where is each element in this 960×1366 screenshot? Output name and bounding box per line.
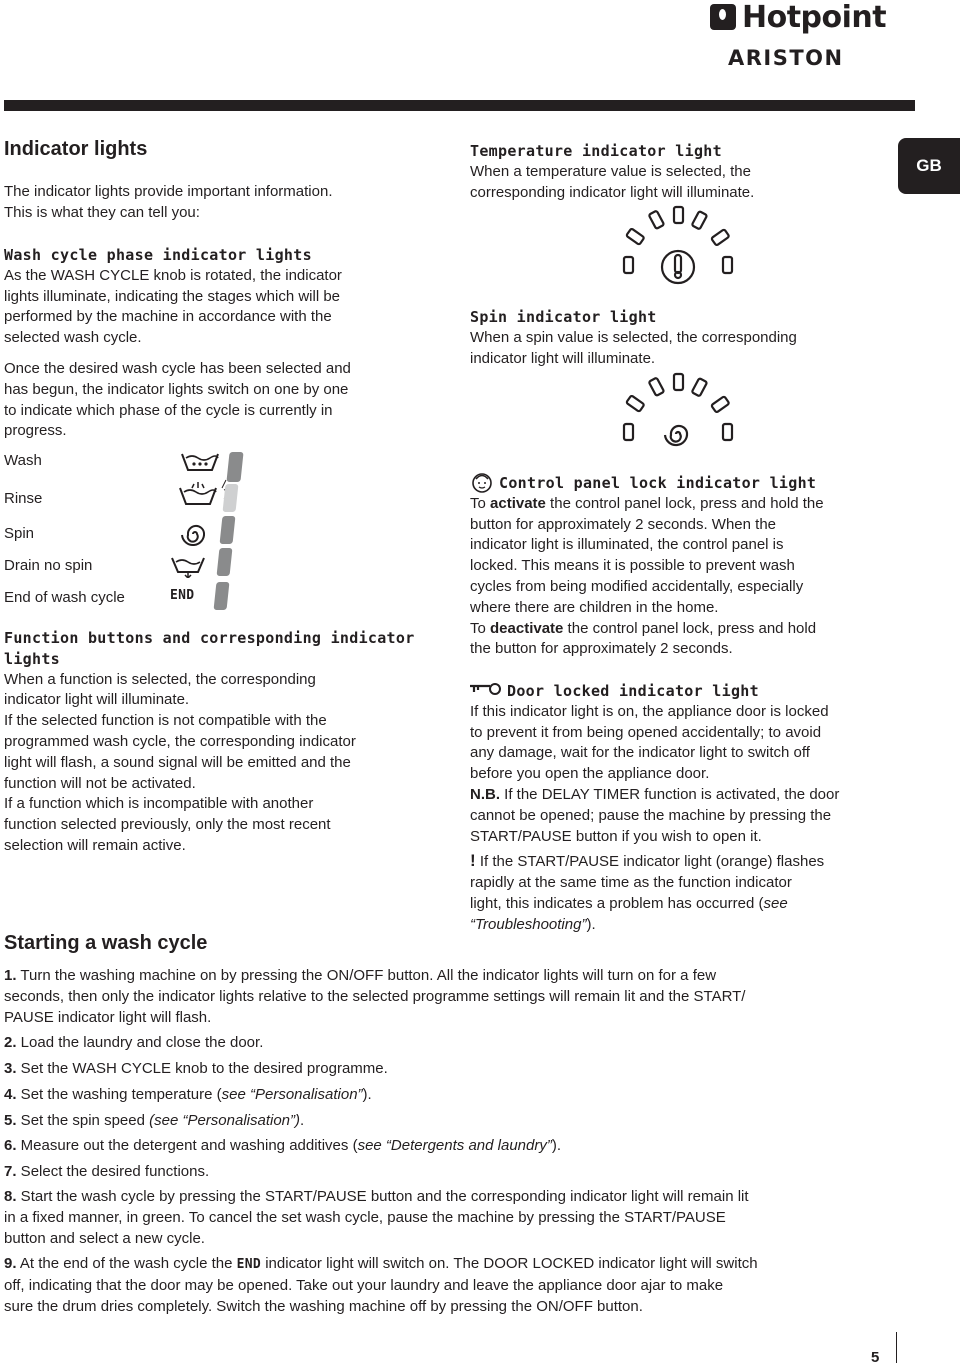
wash-phase-section: [4, 245, 424, 442]
phase-label-wash: Wash: [4, 452, 42, 469]
step-1: [4, 966, 894, 1028]
spin-dial-icon: [618, 372, 738, 457]
intro-line: This is what they can tell you:: [4, 203, 200, 221]
indicator-lights-title: Indicator lights: [4, 138, 148, 160]
spin-icon: [180, 520, 210, 548]
text-line: [470, 915, 900, 936]
end-symbol-inline: END: [236, 1257, 262, 1272]
door-heading: Door locked indicator light: [507, 682, 759, 700]
step-9: [4, 1254, 894, 1317]
step-3: [4, 1059, 894, 1080]
control-lock-section: [470, 473, 900, 660]
text-line: corresponding indicator light will illuminate.: [470, 183, 755, 201]
text-span: the control panel lock, press and hold: [563, 619, 817, 637]
step-number: 5.: [4, 1112, 17, 1129]
text-line: to indicate which phase of the cycle is currently in: [4, 401, 333, 419]
text-span: To: [470, 494, 491, 512]
child-lock-icon: [470, 471, 494, 495]
text-line: If the selected function is not compatible with the: [4, 712, 327, 730]
text-line: START/PAUSE button if you wish to open it.: [470, 827, 762, 845]
text-span: ).: [586, 915, 596, 933]
text-span: Turn the washing machine on by pressing the ON/OFF button. All the indicator lights will turn on for a few: [16, 967, 717, 984]
step-5: [4, 1111, 894, 1132]
text-span: At the end of the wash cycle the: [16, 1255, 237, 1272]
text-span: To: [470, 619, 491, 637]
temperature-heading: Temperature indicator light: [470, 142, 722, 160]
step-line: [4, 1162, 894, 1183]
step-line: [4, 1085, 894, 1106]
wash-icon: [180, 450, 222, 474]
door-heading-row: [470, 681, 900, 702]
text-span: Select the desired functions.: [16, 1163, 210, 1180]
text-line: where there are children in the home.: [470, 598, 719, 616]
nb-label: N.B.: [470, 785, 500, 803]
brand-sub: ARISTON: [728, 46, 844, 70]
brand-logo: [710, 0, 890, 80]
drain-indicator-light: [217, 548, 233, 576]
step-line: [4, 1254, 894, 1276]
step-6: [4, 1136, 894, 1157]
text-span: indicator light will switch on. The DOOR LOCKED indicator light will switch: [261, 1255, 758, 1272]
phase-label-spin: Spin: [4, 525, 35, 542]
temperature-dial-icon: [618, 205, 738, 290]
text-emphasis: activate: [490, 494, 546, 512]
step-line: off, indicating that the door may be opened. Take out your laundry and leave the appliance door ajar to make: [4, 1276, 724, 1294]
step-line: button and select a new cycle.: [4, 1229, 205, 1247]
text-line: light will flash, a sound signal will be emitted and the: [4, 753, 351, 771]
header-rule: [4, 100, 915, 111]
lock-heading: Control panel lock indicator light: [499, 474, 817, 492]
step-line: sure the drum dries completely. Switch the washing machine off by pressing the ON/OFF button.: [4, 1297, 643, 1315]
text-line: cannot be opened; pause the machine by pressing the: [470, 806, 832, 824]
text-line: When a temperature value is selected, the: [470, 162, 751, 180]
language-tab: GB: [898, 138, 960, 194]
phase-label-rinse: Rinse: [4, 490, 43, 507]
brand-name-text: Hotpoint: [742, 0, 887, 35]
step-line: seconds, then only the indicator lights relative to the selected programme settings will remain lit and the START/: [4, 987, 746, 1005]
text-line: programmed wash cycle, the corresponding indicator: [4, 732, 356, 750]
step-number: 6.: [4, 1137, 17, 1154]
text-emphasis: deactivate: [490, 619, 564, 637]
text-line: performed by the machine in accordance with the: [4, 308, 332, 326]
text-line: [470, 894, 900, 915]
step-line: [4, 1111, 894, 1132]
text-line: As the WASH CYCLE knob is rotated, the indicator: [4, 266, 342, 284]
text-italic: (see “Personalisation”): [149, 1112, 301, 1129]
text-line: [470, 785, 900, 806]
text-line: If this indicator light is on, the appliance door is locked: [470, 702, 829, 720]
end-indicator-light: [214, 582, 230, 610]
text-italic: see: [763, 894, 788, 912]
step-2: [4, 1033, 894, 1054]
text-line: Once the desired wash cycle has been selected and: [4, 359, 351, 377]
spin-section: [470, 307, 890, 369]
text-line: When a spin value is selected, the corresponding: [470, 328, 797, 346]
wash-phase-heading: Wash cycle phase indicator lights: [4, 246, 312, 264]
starting-title: Starting a wash cycle: [4, 932, 208, 954]
text-span: .: [300, 1112, 305, 1129]
text-line: indicator light is illuminated, the control panel is: [470, 536, 784, 554]
footer-rule: [896, 1332, 897, 1363]
function-buttons-section: [4, 628, 434, 857]
step-number: 2.: [4, 1034, 17, 1051]
warning-icon: !: [470, 851, 476, 871]
text-line: function selected previously, only the most recent: [4, 816, 331, 834]
text-line: button for approximately 2 seconds. When the: [470, 515, 777, 533]
text-line: function will not be activated.: [4, 774, 196, 792]
step-line: in a fixed manner, in green. To cancel the set wash cycle, pause the machine by pressing the START/PAUSE: [4, 1208, 726, 1226]
text-italic: see “Personalisation”: [221, 1086, 363, 1103]
step-8: [4, 1187, 894, 1249]
text-span: light, this indicates a problem has occurred (: [470, 894, 764, 912]
text-line: progress.: [4, 422, 67, 440]
step-number: 9.: [4, 1255, 17, 1272]
function-heading: Function buttons and corresponding indicator: [4, 629, 415, 647]
text-line: locked. This means it is possible to prevent wash: [470, 557, 795, 575]
step-number: 3.: [4, 1060, 17, 1077]
step-line: [4, 1187, 894, 1208]
step-number: 4.: [4, 1086, 17, 1103]
step-line: [4, 966, 894, 987]
text-line: before you open the appliance door.: [470, 765, 710, 783]
text-span: Measure out the detergent and washing additives (: [16, 1137, 358, 1154]
step-line: PAUSE indicator light will flash.: [4, 1008, 212, 1026]
text-line: indicator light will illuminate.: [4, 691, 190, 709]
text-line: If a function which is incompatible with another: [4, 795, 314, 813]
text-span: ).: [362, 1086, 372, 1103]
end-symbol: END: [170, 588, 195, 603]
text-line: selected wash cycle.: [4, 329, 142, 347]
text-line: any damage, wait for the indicator light to switch off: [470, 744, 810, 762]
step-4: [4, 1085, 894, 1106]
page-number: 5: [871, 1349, 880, 1366]
text-span: Load the laundry and close the door.: [16, 1034, 264, 1051]
function-heading: lights: [4, 649, 60, 668]
step-line: [4, 1136, 894, 1157]
text-line: cycles from being modified accidentally, especially: [470, 577, 804, 595]
text-line: the button for approximately 2 seconds.: [470, 640, 733, 658]
text-line: rapidly at the same time as the function indicator: [470, 874, 792, 892]
phase-label-drain: Drain no spin: [4, 557, 93, 574]
text-line: to prevent it from being opened accidentally; to avoid: [470, 723, 822, 741]
text-span: If the DELAY TIMER function is activated, the door: [500, 785, 840, 803]
spin-heading: Spin indicator light: [470, 308, 657, 326]
text-line: lights illuminate, indicating the stages which will be: [4, 287, 341, 305]
text-line: When a function is selected, the corresponding: [4, 670, 316, 688]
step-line: [4, 1033, 894, 1054]
text-line: [470, 619, 900, 640]
text-italic: “Troubleshooting”: [470, 915, 587, 933]
drain-icon: [170, 552, 210, 578]
text-span: Set the spin speed: [16, 1112, 150, 1129]
text-line: [470, 851, 900, 873]
spin-indicator-light: [220, 516, 236, 544]
step-number: 8.: [4, 1188, 17, 1205]
text-line: has begun, the indicator lights switch on one by one: [4, 380, 349, 398]
step-number: 1.: [4, 967, 17, 984]
text-line: indicator light will illuminate.: [470, 349, 656, 367]
text-span: the control panel lock, press and hold the: [545, 494, 824, 512]
lock-heading-row: [470, 473, 900, 494]
text-span: Set the WASH CYCLE knob to the desired programme.: [16, 1060, 388, 1077]
indicator-intro: [4, 182, 333, 224]
key-icon: [470, 683, 502, 697]
door-locked-section: [470, 681, 900, 936]
text-span: Start the wash cycle by pressing the START/PAUSE button and the corresponding indicator light will remain lit: [16, 1188, 749, 1205]
temperature-section: [470, 141, 890, 203]
text-span: ).: [551, 1137, 562, 1154]
text-italic: see “Detergents and laundry”: [357, 1137, 552, 1154]
text-span: If the START/PAUSE indicator light (orange) flashes: [475, 853, 825, 871]
intro-line: The indicator lights provide important information.: [4, 183, 333, 200]
step-number: 7.: [4, 1163, 17, 1180]
text-line: [470, 494, 900, 515]
phase-label-end: End of wash cycle: [4, 589, 125, 606]
brand-name: [710, 0, 890, 38]
text-span: Set the washing temperature (: [16, 1086, 222, 1103]
brand-mark-icon: [710, 4, 736, 30]
text-line: selection will remain active.: [4, 836, 186, 854]
step-line: [4, 1059, 894, 1080]
step-7: [4, 1162, 894, 1183]
